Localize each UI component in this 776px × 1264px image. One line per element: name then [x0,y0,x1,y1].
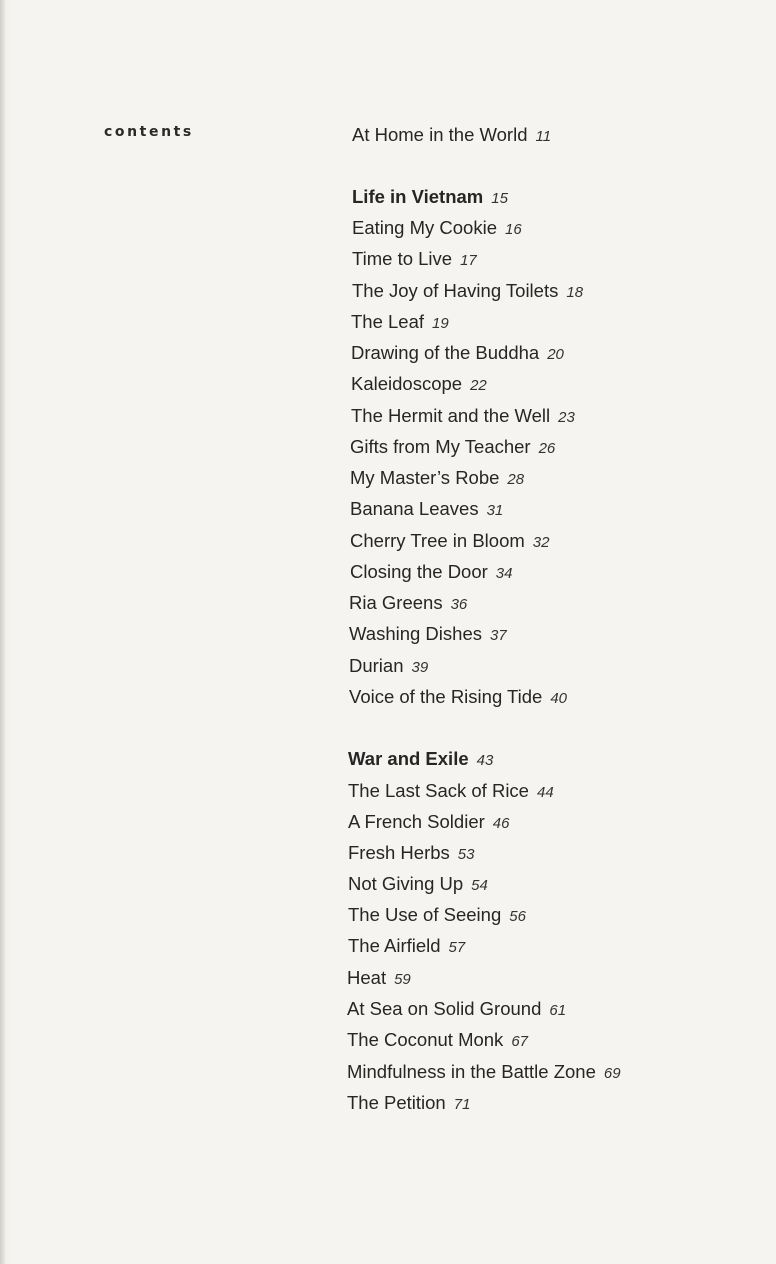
toc-entry [347,1092,470,1114]
toc-entry-title: At Sea on Solid Ground [347,998,542,1019]
toc-entry-title: Drawing of the Buddha [351,342,540,363]
toc-entry-page: 22 [470,377,487,394]
toc-entry-title: Kaleidoscope [351,373,463,394]
toc-entry-title: Not Giving Up [348,873,464,894]
toc-entry [350,530,549,552]
toc-entry-page: 54 [471,877,488,894]
toc-entry-title: At Home in the World [352,124,528,145]
toc-entry-title: Heat [347,967,387,988]
toc-entry-title: Durian [349,655,404,676]
toc-entry-page: 32 [532,534,550,551]
toc-section-war-and-exile [348,748,493,770]
toc-entry-intro [352,124,551,146]
toc-entry-page: 71 [453,1096,471,1113]
toc-entry [348,904,526,926]
toc-entry [351,342,564,364]
toc-entry-page: 37 [489,627,507,644]
toc-section-title: War and Exile [348,748,469,769]
page-edge [0,0,5,1264]
toc-entry-title: The Airfield [348,935,441,956]
toc-entry [350,561,512,583]
toc-entry-page: 56 [509,908,526,925]
toc-entry-page: 34 [495,565,513,582]
toc-entry-page: 11 [535,128,552,145]
toc-entry [351,373,487,395]
toc-entry [352,248,477,270]
toc-entry [347,1061,621,1083]
toc-entry-title: My Master’s Robe [350,467,500,488]
toc-entry-page: 17 [460,252,477,269]
toc-entry-title: Voice of the Rising Tide [349,686,543,707]
toc-entry-page: 16 [504,221,522,238]
toc-entry-page: 67 [511,1033,528,1050]
toc-entry [351,311,449,333]
toc-entry [347,1029,528,1051]
toc-entry-title: The Petition [347,1092,446,1113]
toc-entry [348,873,488,895]
toc-entry-title: The Coconut Monk [347,1029,504,1050]
toc-entry-page: 44 [536,784,554,801]
toc-entry [347,967,411,989]
toc-entry-title: Gifts from My Teacher [350,436,531,457]
toc-entry [349,623,507,645]
toc-entry-page: 57 [448,939,466,956]
toc-entry-title: Eating My Cookie [352,217,497,238]
toc-entry-page: 26 [538,440,556,457]
toc-entry [349,655,428,677]
toc-section-life-in-vietnam [352,186,508,208]
toc-entry-page: 59 [394,971,411,988]
contents-heading: contents [104,124,194,140]
toc-entry-title: Fresh Herbs [348,842,450,863]
toc-entry-title: The Leaf [351,311,425,332]
toc-section-title: Life in Vietnam [352,186,484,207]
toc-entry [348,842,474,864]
toc-entry [348,935,465,957]
toc-entry-page: 23 [558,409,575,426]
toc-entry-page: 69 [603,1065,621,1082]
toc-entry-title: Mindfulness in the Battle Zone [347,1061,596,1082]
toc-entry [347,998,566,1020]
toc-entry-title: The Hermit and the Well [351,405,551,426]
toc-section-page: 43 [476,752,494,769]
toc-entry-page: 61 [549,1002,567,1019]
toc-entry-title: Time to Live [352,248,453,269]
toc-entry [348,780,554,802]
toc-entry-page: 46 [492,815,510,832]
toc-entry-page: 28 [507,471,525,488]
toc-entry [349,686,567,708]
toc-entry-title: The Joy of Having Toilets [352,280,559,301]
toc-entry [350,498,503,520]
toc-entry [350,436,555,458]
toc-entry [351,405,575,427]
toc-entry-title: Cherry Tree in Bloom [350,530,525,551]
toc-entry-page: 36 [450,596,468,613]
toc-entry-page: 39 [411,659,429,676]
toc-entry-page: 53 [457,846,475,863]
toc-entry [352,280,583,302]
toc-entry-page: 18 [566,284,584,301]
toc-entry [350,467,524,489]
toc-entry [352,217,522,239]
toc-entry [348,811,509,833]
toc-entry-title: Washing Dishes [349,623,482,644]
toc-entry-title: Ria Greens [349,592,443,613]
toc-entry-title: The Last Sack of Rice [348,780,529,801]
toc-entry-page: 40 [550,690,568,707]
toc-entry-title: The Use of Seeing [348,904,502,925]
toc-entry-page: 31 [486,502,504,519]
toc-entry-title: Banana Leaves [350,498,479,519]
toc-entry [349,592,467,614]
toc-entry-title: Closing the Door [350,561,488,582]
toc-entry-page: 20 [547,346,564,363]
toc-entry-page: 19 [432,315,449,332]
toc-section-page: 15 [491,190,508,207]
toc-entry-title: A French Soldier [348,811,485,832]
